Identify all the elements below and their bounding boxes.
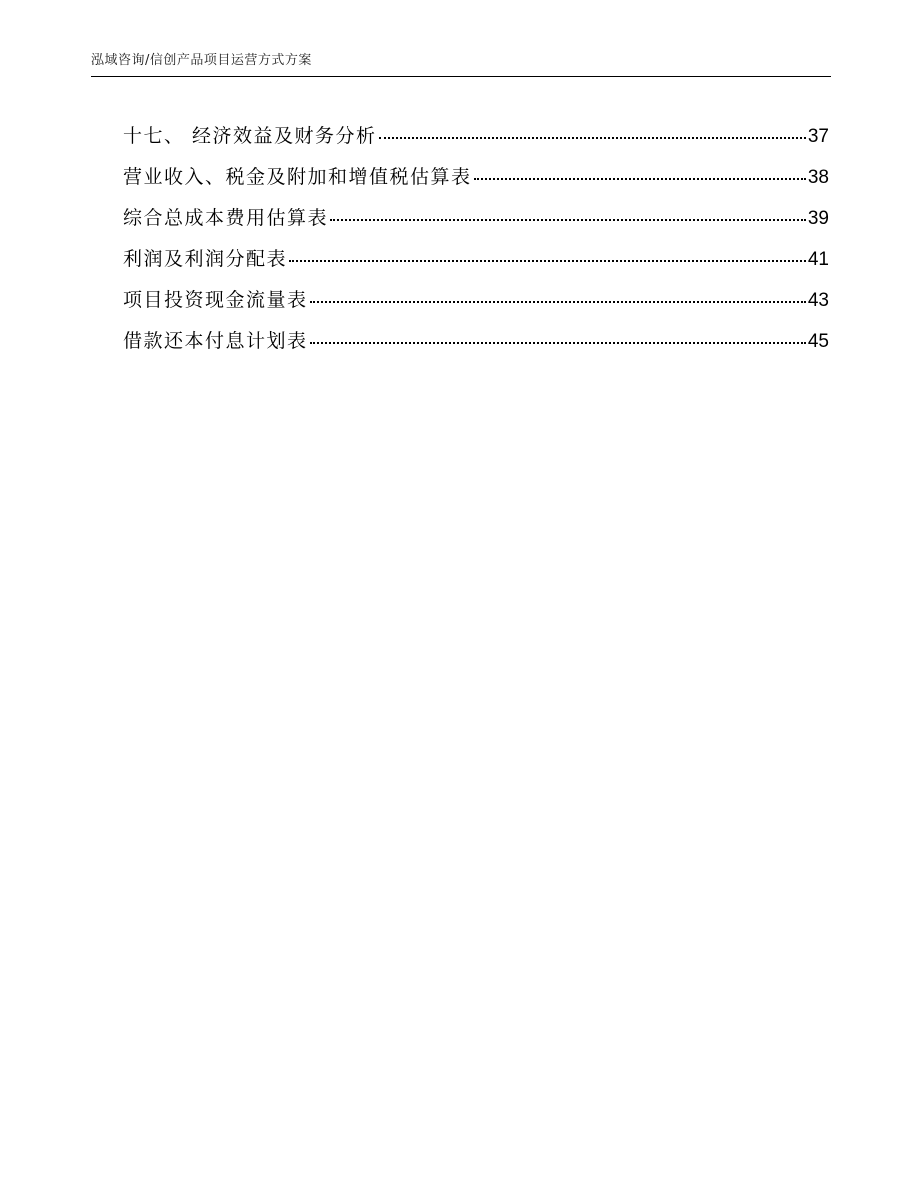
toc-entry-profit-distribution-table[interactable]: [123, 245, 829, 286]
toc-entry-economic-benefit-analysis[interactable]: [123, 122, 829, 163]
table-of-contents: [123, 122, 829, 368]
header-title: 泓域咨询/信创产品项目运营方式方案: [91, 53, 312, 68]
dot-leader: [310, 301, 806, 303]
dot-leader: [289, 260, 806, 262]
toc-entry-page-number: 39: [807, 208, 829, 229]
toc-entry-title: 营业收入、税金及附加和增值税估算表: [123, 166, 472, 188]
toc-entry-loan-repayment-plan-table[interactable]: [123, 327, 829, 368]
dot-leader: [310, 342, 806, 344]
toc-entry-title: 借款还本付息计划表: [123, 330, 308, 352]
header-divider: [91, 76, 831, 77]
toc-entry-total-cost-estimate-table[interactable]: [123, 204, 829, 245]
toc-entry-revenue-tax-estimate-table[interactable]: [123, 163, 829, 204]
toc-entry-page-number: 41: [807, 249, 829, 270]
toc-entry-title: 综合总成本费用估算表: [123, 207, 329, 229]
page-header: [91, 52, 831, 78]
dot-leader: [379, 137, 806, 139]
toc-entry-page-number: 45: [807, 331, 829, 352]
toc-entry-page-number: 38: [807, 167, 829, 188]
toc-entry-page-number: 37: [807, 126, 829, 147]
dot-leader: [330, 219, 806, 221]
toc-entry-title: 项目投资现金流量表: [123, 289, 308, 311]
toc-entry-title: 十七、 经济效益及财务分析: [123, 125, 377, 147]
toc-entry-investment-cash-flow-table[interactable]: [123, 286, 829, 327]
toc-entry-title: 利润及利润分配表: [123, 248, 288, 270]
dot-leader: [474, 178, 806, 180]
toc-entry-page-number: 43: [807, 290, 829, 311]
